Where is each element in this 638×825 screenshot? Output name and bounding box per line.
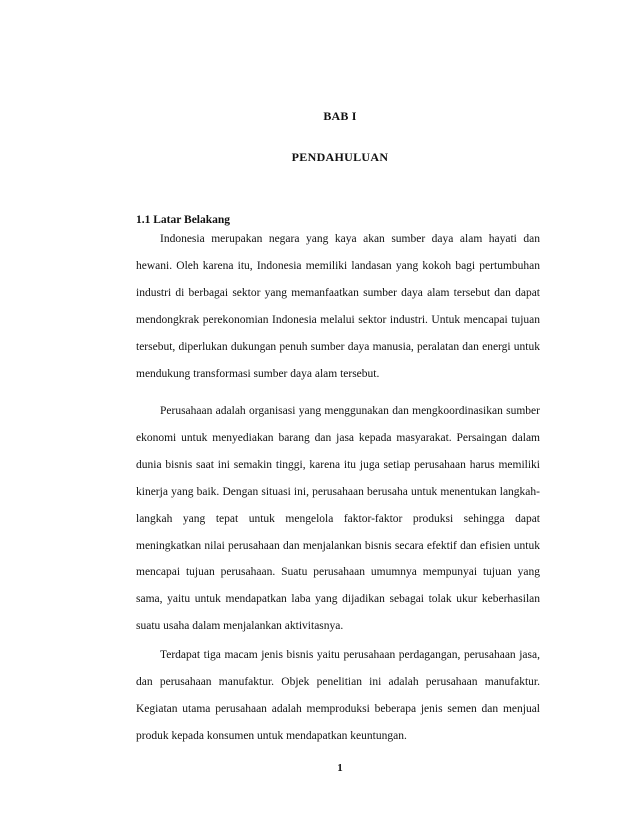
chapter-title: PENDAHULUAN xyxy=(291,150,389,164)
section-heading: 1.1 Latar Belakang xyxy=(136,214,231,226)
body-paragraph: Terdapat tiga macam jenis bisnis yaitu perusahaan perdagangan, perusahaan jasa, dan perusahaan manufaktur. Objek penelitian ini adalah perusahaan manufaktur. Kegiatan utama perusahaan adalah memproduksi beberapa jenis semen dan menjual produk kepada konsumen untuk mendapatkan keuntungan. xyxy=(136,649,540,742)
body-paragraph: Perusahaan adalah organisasi yang menggunakan dan mengkoordinasikan sumber ekonomi untuk menyediakan barang dan jasa kepada masyarakat. Persaingan dalam dunia bisnis saat ini semakin tinggi, karena itu juga setiap perusahaan harus memiliki kinerja yang baik. Dengan situasi ini, perusahaan berusaha untuk menentukan langkah-langkah yang tepat untuk mengelola faktor-faktor produksi sehingga dapat meningkatkan nilai perusahaan dan menjalankan bisnis secara efektif dan efisien untuk mencapai tujuan perusahaan. Suatu perusahaan umumnya mempunyai tujuan yang sama, yaitu untuk mendapatkan laba yang dijadikan sebagai tolak ukur keberhasilan suatu usaha dalam menjalankan aktivitasnya. xyxy=(136,405,540,633)
page-number: 1 xyxy=(337,762,343,774)
body-paragraph: Indonesia merupakan negara yang kaya akan sumber daya alam hayati dan hewani. Oleh karena itu, Indonesia memiliki landasan yang kokoh bagi pertumbuhan industri di berbagai sektor yang memanfaatkan sumber daya alam tersebut dan dapat mendongkrak perekonomian Indonesia melalui sektor industri. Untuk mencapai tujuan tersebut, diperlukan dukungan penuh sumber daya manusia, peralatan dan energi untuk mendukung transformasi sumber daya alam tersebut. xyxy=(136,233,540,380)
chapter-number: BAB I xyxy=(323,109,357,123)
